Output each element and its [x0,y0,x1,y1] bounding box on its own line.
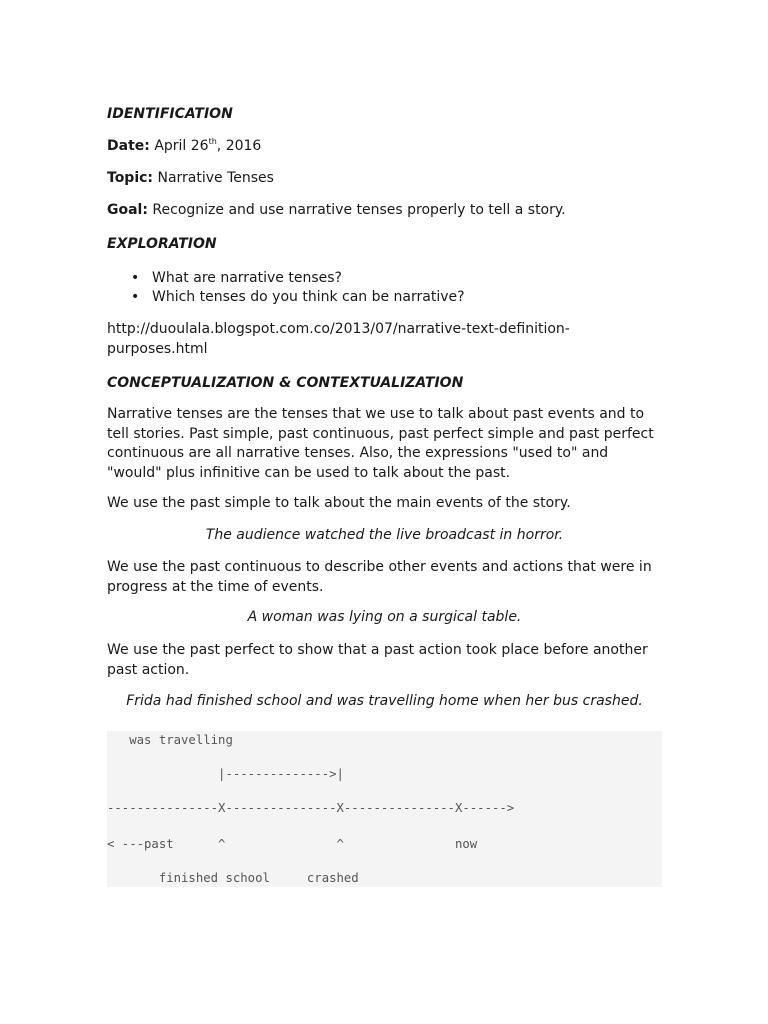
timeline-line: < ---past ^ ^ now [107,837,478,851]
list-item: • What are narrative tenses? [131,270,342,286]
list-item: • Which tenses do you think can be narrative? [131,289,465,305]
intro-paragraph: Narrative tenses are the tenses that we use to talk about past events and to tell stories. Past simple, past continuous, past perfect simple and past perfect continuous are all narrative tenses. Also, the expressions "used to" and "would" plus infinitive can be used to talk about the past. [107,406,654,481]
past-simple-paragraph: We use the past simple to talk about the main events of the story. [107,495,571,511]
past-simple-example: The audience watched the live broadcast in horror. [205,527,564,543]
date-line [107,138,261,154]
conceptualization-heading: CONCEPTUALIZATION & CONTEXTUALIZATION [107,375,464,391]
bullet-icon: • [131,289,140,305]
goal-label: Goal: [107,202,148,218]
date-label: Date: [107,138,150,154]
goal-value: Recognize and use narrative tenses properly to tell a story. [152,202,566,218]
timeline-line: ---------------X---------------X---------------X------> [107,801,515,815]
topic-label: Topic: [107,170,154,186]
past-perfect-paragraph: We use the past perfect to show that a past action took place before another past action. [107,642,648,678]
date-value: April 26th, 2016 [154,137,262,154]
goal-line [107,202,566,218]
past-perfect-example: Frida had finished school and was travelling home when her bus crashed. [126,693,643,709]
topic-value: Narrative Tenses [157,170,274,186]
identification-heading: IDENTIFICATION [107,106,233,122]
exploration-heading: EXPLORATION [107,236,217,252]
timeline-line: finished school crashed [107,871,359,885]
past-continuous-example: A woman was lying on a surgical table. [247,609,522,625]
timeline-line: |-------------->| [107,767,344,781]
timeline-line: was travelling [107,733,233,747]
topic-line [107,170,274,186]
exploration-questions [107,269,465,307]
bullet-icon: • [131,270,140,286]
reference-link[interactable]: http://duoulala.blogspot.com.co/2013/07/narrative-text-definition- purposes.html [107,321,570,357]
past-continuous-paragraph: We use the past continuous to describe other events and actions that were in progress at the time of events. [107,559,652,595]
timeline-diagram [107,731,662,887]
